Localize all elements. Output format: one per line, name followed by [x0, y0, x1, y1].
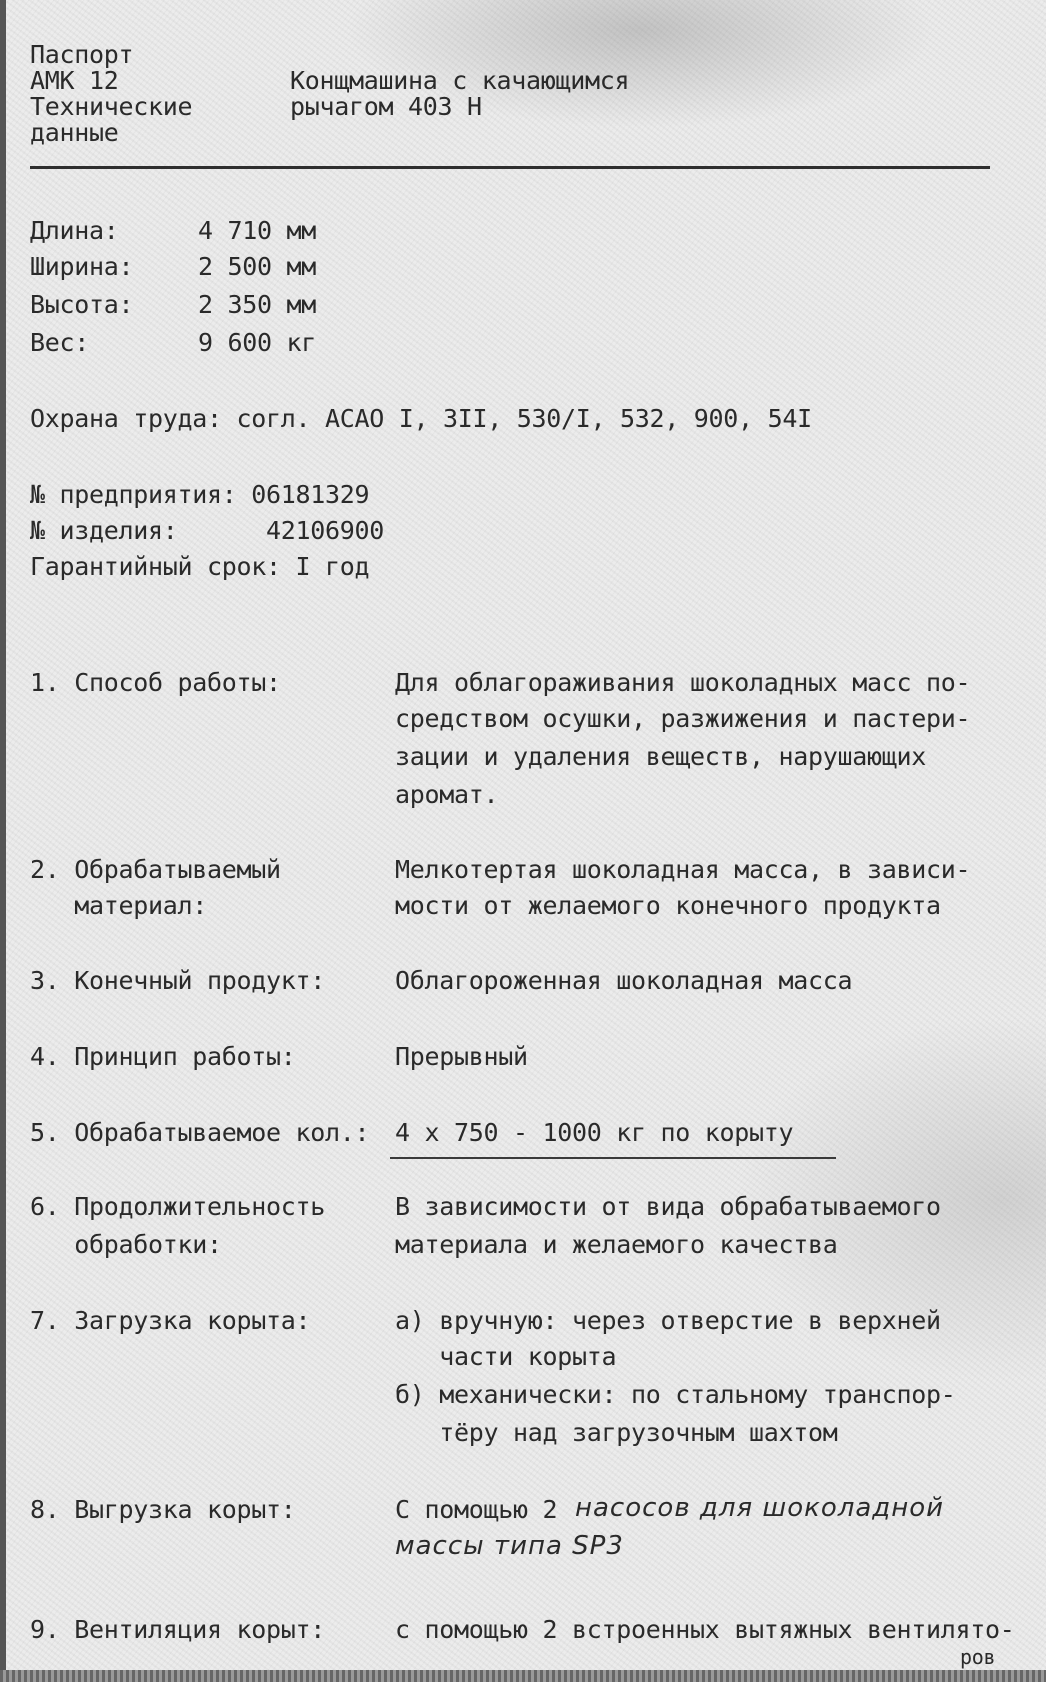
- item-1-text-4: аромат.: [395, 780, 499, 809]
- item-8-text: С помощью 2: [395, 1495, 558, 1524]
- item-6-text-1: В зависимости от вида обрабатываемого: [395, 1192, 941, 1221]
- item-9-text-tail: ров: [960, 1645, 996, 1669]
- item-8-handwritten-1: насосов для шоколадной: [575, 1493, 945, 1523]
- item-8-label: 8. Выгрузка корыт:: [30, 1495, 296, 1524]
- item-5-label: 5. Обрабатываемое кол.:: [30, 1118, 370, 1147]
- header-passport: Паспорт: [30, 40, 134, 69]
- dim-width-value: 2 500 мм: [198, 252, 317, 281]
- dim-weight-label: Вес:: [30, 328, 90, 357]
- item-2-label-2: материал:: [30, 891, 208, 920]
- item-1-label: 1. Способ работы:: [30, 668, 281, 697]
- item-4-text: Прерывный: [395, 1042, 528, 1071]
- header-technical: Технические: [30, 92, 193, 121]
- header-data: данные: [30, 118, 119, 147]
- item-9-text: с помощью 2 встроенных вытяжных вентилято-: [395, 1615, 1015, 1644]
- safety-line: Охрана труда: согл. АСАО I, 3II, 530/I, 532, 900, 54I: [30, 404, 812, 433]
- item-7-text-4: тёру над загрузочным шахтом: [395, 1418, 838, 1447]
- scan-bottom-edge: [0, 1670, 1046, 1682]
- item-3-label: 3. Конечный продукт:: [30, 966, 326, 995]
- dim-length-value: 4 710 мм: [198, 216, 317, 245]
- dim-length-label: Длина:: [30, 216, 119, 245]
- dim-height-label: Высота:: [30, 290, 134, 319]
- item-7-text-1: а) вручную: через отверстие в верхней: [395, 1306, 941, 1335]
- item-6-text-2: материала и желаемого качества: [395, 1230, 838, 1259]
- item-8-handwritten-2: массы типа SP3: [395, 1531, 624, 1561]
- dim-width-label: Ширина:: [30, 252, 134, 281]
- dim-weight-value: 9 600 кг: [198, 328, 317, 357]
- item-4-label: 4. Принцип работы:: [30, 1042, 296, 1071]
- item-7-text-3: б) механически: по стальному транспор-: [395, 1380, 956, 1409]
- item-5-underline: [390, 1157, 836, 1159]
- item-7-text-2: части корыта: [395, 1342, 617, 1371]
- product-number: № изделия: 42106900: [30, 516, 385, 545]
- item-2-text-1: Мелкотертая шоколадная масса, в зависи-: [395, 855, 971, 884]
- machine-title-line2: рычагом 403 Н: [290, 92, 482, 121]
- item-9-label: 9. Вентиляция корыт:: [30, 1615, 326, 1644]
- item-2-label-1: 2. Обрабатываемый: [30, 855, 281, 884]
- item-2-text-2: мости от желаемого конечного продукта: [395, 891, 941, 920]
- header-code: АМК 12: [30, 66, 119, 95]
- item-6-label-2: обработки:: [30, 1230, 222, 1259]
- item-5-text: 4 х 750 - 1000 кг по корыту: [395, 1118, 794, 1147]
- item-7-label: 7. Загрузка корыта:: [30, 1306, 311, 1335]
- item-6-label-1: 6. Продолжительность: [30, 1192, 326, 1221]
- item-3-text: Облагороженная шоколадная масса: [395, 966, 853, 995]
- enterprise-number: № предприятия: 06181329: [30, 480, 370, 509]
- item-1-text-1: Для облагораживания шоколадных масс по-: [395, 668, 971, 697]
- item-1-text-3: зации и удаления веществ, нарушающих: [395, 742, 927, 771]
- scan-edge: [0, 0, 6, 1682]
- machine-title-line1: Конщмашина с качающимся: [290, 66, 630, 95]
- warranty: Гарантийный срок: I год: [30, 552, 370, 581]
- header-divider: [30, 166, 990, 169]
- item-1-text-2: средством осушки, разжижения и пастери-: [395, 704, 971, 733]
- dim-height-value: 2 350 мм: [198, 290, 317, 319]
